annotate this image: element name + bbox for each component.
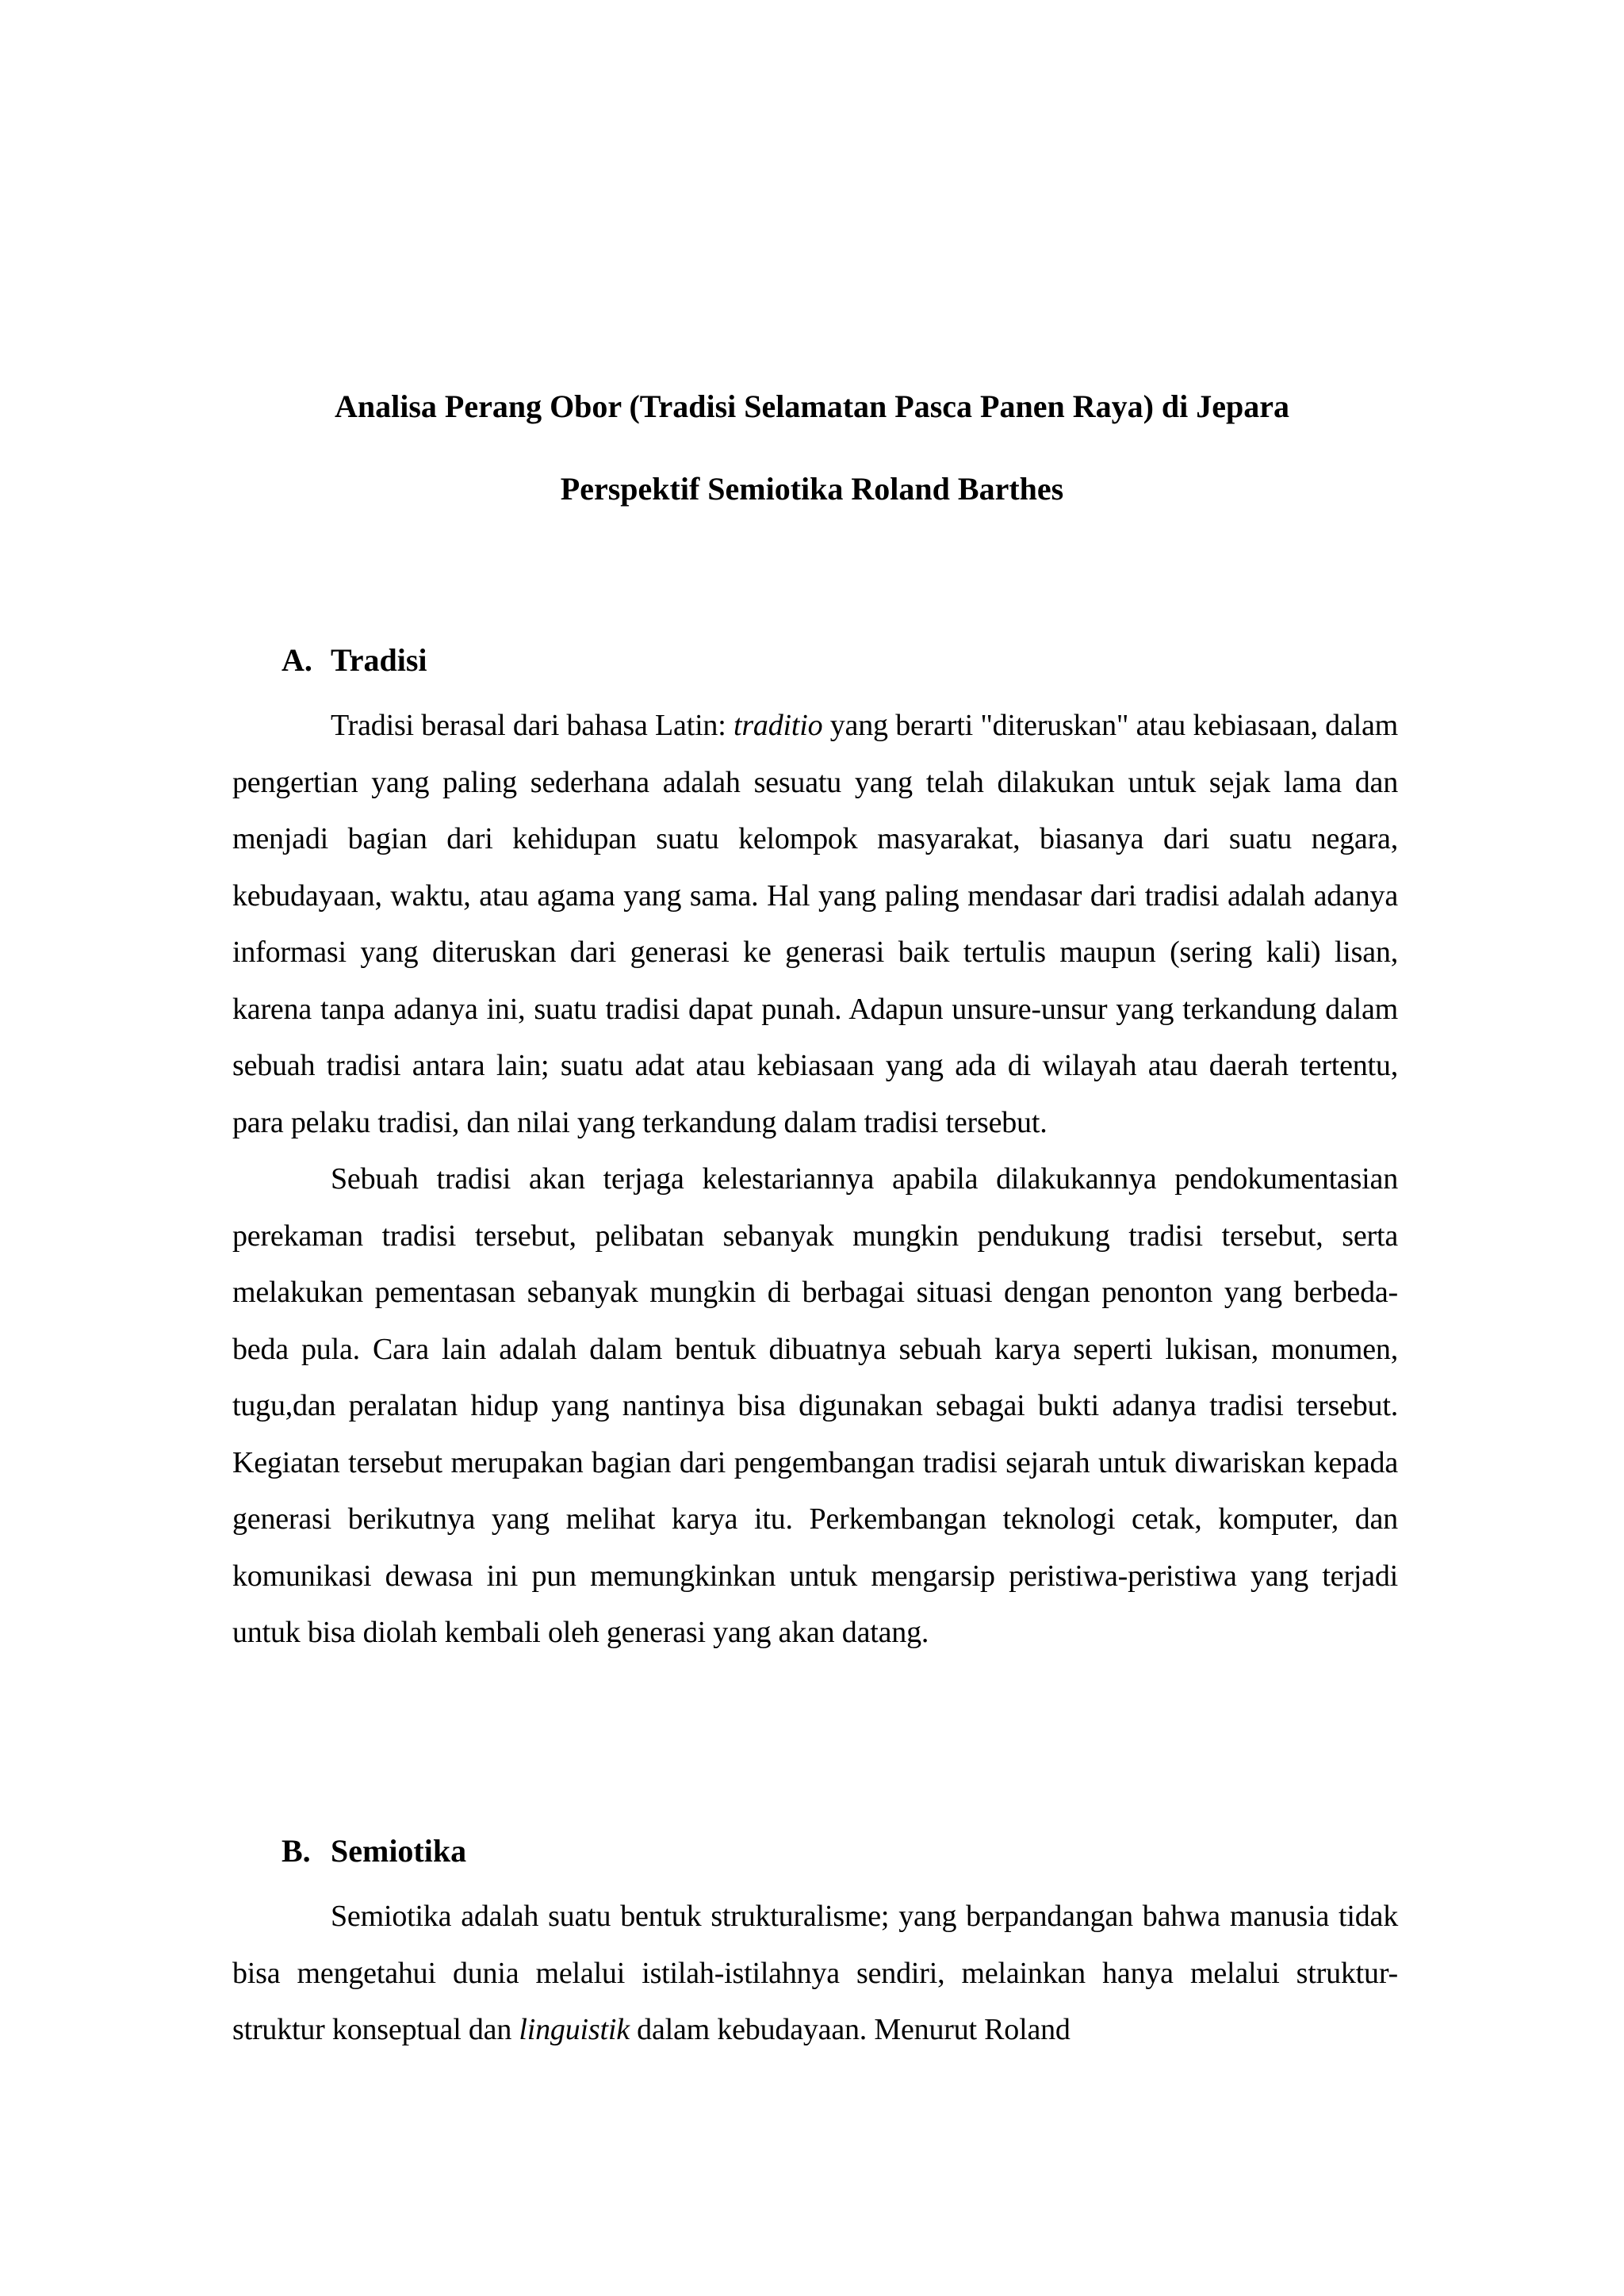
italic-term: traditio: [733, 709, 823, 742]
section-semiotika: [232, 1831, 1398, 2059]
section-title: Semiotika: [331, 1833, 467, 1869]
document-title-line-1: Analisa Perang Obor (Tradisi Selamatan Pasca Panen Raya) di Jepara: [334, 388, 1290, 424]
paragraph-text: Semiotika adalah suatu bentuk strukturalisme; yang berpandangan bahwa manusia tidak bisa mengetahui dunia melalui istilah-istilahnya sendiri, melainkan hanya melalui struktur-struktur konseptual dan: [232, 1900, 1398, 2046]
section-title: Tradisi: [331, 642, 427, 678]
paragraph-tradisi-definition: [232, 698, 1398, 1151]
paragraph-semiotika-definition: [232, 1888, 1398, 2059]
italic-term: linguistik: [519, 2013, 630, 2046]
document-title-line-2: Perspektif Semiotika Roland Barthes: [560, 471, 1064, 507]
section-heading-semiotika: [282, 1831, 1398, 1871]
section-letter: B.: [282, 1833, 311, 1869]
paragraph-text: yang berarti "diteruskan" atau kebiasaan, dalam pengertian yang paling sederhana adalah sesuatu yang telah dilakukan untuk sejak lama dan menjadi bagian dari kehidupan suatu kelompok masyarakat, biasanya dari suatu negara, kebudayaan, waktu, atau agama yang sama. Hal yang paling mendasar dari tradisi adalah adanya informasi yang diteruskan dari generasi ke generasi baik tertulis maupun (sering kali) lisan, karena tanpa adanya ini, suatu tradisi dapat punah. Adapun unsure-unsur yang terkandung dalam sebuah tradisi antara lain; suatu adat atau kebiasaan yang ada di wilayah atau daerah tertentu, para pelaku tradisi, dan nilai yang terkandung dalam tradisi tersebut.: [232, 709, 1398, 1139]
section-heading-tradisi: [282, 641, 1398, 680]
section-letter: A.: [282, 642, 312, 678]
section-tradisi: [232, 641, 1398, 1662]
paragraph-text: dalam kebudayaan. Menurut Roland: [629, 2013, 1071, 2046]
paragraph-text: Tradisi berasal dari bahasa Latin:: [331, 709, 733, 742]
paragraph-tradisi-preservation: Sebuah tradisi akan terjaga kelestariannya apabila dilakukannya pendokumentasian perekaman tradisi tersebut, pelibatan sebanyak mungkin pendukung tradisi tersebut, serta melakukan pementasan sebanyak mungkin di berbagai situasi dengan penonton yang berbeda-beda pula. Cara lain adalah dalam bentuk dibuatnya sebuah karya seperti lukisan, monumen, tugu,dan peralatan hidup yang nantinya bisa digunakan sebagai bukti adanya tradisi tersebut. Kegiatan tersebut merupakan bagian dari pengembangan tradisi sejarah untuk diwariskan kepada generasi berikutnya yang melihat karya itu. Perkembangan teknologi cetak, komputer, dan komunikasi dewasa ini pun memungkinkan untuk mengarsip peristiwa-peristiwa yang terjadi untuk bisa diolah kembali oleh generasi yang akan datang.: [232, 1162, 1398, 1649]
